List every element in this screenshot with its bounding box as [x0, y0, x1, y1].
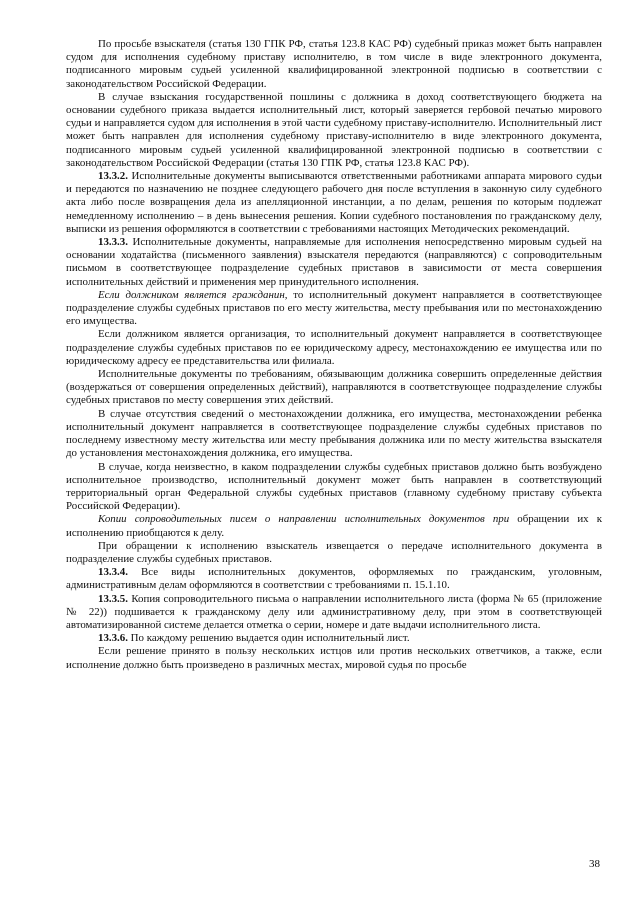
paragraph	[66, 236, 602, 289]
paragraph	[66, 632, 602, 645]
paragraph-text: Исполнительные документы выписываются ответственными работниками аппарата мирового судьи и передаются по назначению не позднее следующего рабочего дня после вступления в законную силу судебного акта либо после возвращения дела из апелляционной инстанции, а по делам, решения по которым подлежат немедленному исполнению – в день вынесения решения. Копии судебного постановления по гражданскому делу, выписки из решения оформляются в соответствии с требованиями настоящих Методических рекомендаций.	[66, 170, 602, 235]
paragraph-text: обращении их к исполнению приобщаются к делу.	[66, 513, 603, 539]
section-number: 13.3.4.	[98, 566, 128, 579]
paragraph-text: Исполнительные документы по требованиям, обязывающим должника совершить определенные действия (воздержаться от совершения определенных действий), направляются в соответствующее подразделение службы судебных приставов по месту совершения этих действий.	[66, 368, 602, 407]
paragraph	[66, 170, 602, 236]
italic-text: Если должником является гражданин,	[98, 288, 288, 301]
paragraph-text: В случае взыскания государственной пошлины с должника в доход соответствующего бюджета на основании судебного приказа выдается исполнительный лист, который заверяется гербовой печатью мирового судьи и направляется судом для исполнения в этой части судебному приставу-исполнителю. Исполнительный лист может быть направлен для исполнения судебному приставу-исполнителю в виде электронного документа, подписанного мировым судьей усиленной квалифицированной электронной подписью в соответствии с законодательством Российской Федерации (статья 130 ГПК РФ, статья 123.8 КАС РФ).	[66, 90, 602, 169]
paragraph	[66, 91, 602, 170]
paragraph	[66, 513, 602, 539]
paragraph-text: По каждому решению выдается один исполнительный лист.	[127, 632, 410, 645]
paragraph-text: Исполнительные документы, направляемые для исполнения непосредственно мировым судьей на основании ходатайства (письменного заявления) взыскателя передаются (направляются) с сопроводительным письмом в соответствующее подразделение судебных приставов в зависимости от места совершения исполнительных действий и применения мер принудительного исполнения.	[66, 236, 602, 288]
paragraph-text: В случае отсутствия сведений о местонахождении должника, его имущества, местонахождении ребенка исполнительный документ направляется в соответствующее подразделение службы судебных приставов по последнему известному месту жительства или месту пребывания должника или по месту жительства взыскателя до установления местонахождения должника, его имущества.	[66, 407, 602, 460]
paragraph	[66, 566, 602, 592]
paragraph	[66, 540, 602, 566]
section-number: 13.3.2.	[98, 170, 128, 183]
section-number: 13.3.5.	[98, 592, 128, 605]
section-number: 13.3.3.	[98, 236, 128, 249]
italic-text: Копии сопроводительных писем о направлении исполнительных документов при	[98, 513, 510, 526]
paragraph-text: Все виды исполнительных документов, оформляемых по гражданским, уголовным, административным делам оформляются в соответствии с требованиями п. 15.1.10.	[66, 566, 602, 592]
paragraph-text: то исполнительный документ направляется в соответствующее подразделение службы судебных приставов по его месту жительства, месту пребывания или по местонахождению его имущества.	[66, 288, 602, 328]
paragraph-text: Если решение принято в пользу нескольких истцов или против нескольких ответчиков, а также, если исполнение должно быть произведено в различных местах, мировой судья по просьбе	[66, 645, 602, 671]
section-number: 13.3.6.	[98, 632, 128, 645]
paragraph	[66, 408, 602, 461]
paragraph	[66, 289, 602, 329]
paragraph	[66, 461, 602, 514]
paragraph-text: По просьбе взыскателя (статья 130 ГПК РФ, статья 123.8 КАС РФ) судебный приказ может быть направлен судом для исполнения судебному приставу исполнителю, в том числе в виде электронного документа, подписанного мировым судьей усиленной квалифицированной электронной подписью в соответствии с законодательством Российской Федерации.	[66, 38, 602, 90]
page-number: 38	[589, 858, 600, 870]
paragraph	[66, 645, 602, 671]
paragraph-text: Если должником является организация, то исполнительный документ направляется в соответствующее подразделение службы судебных приставов по ее юридическому адресу, местонахождению ее имущества или по юридическому адресу ее представительства или филиала.	[66, 328, 602, 367]
paragraph-text: Копия сопроводительного письма о направлении исполнительного листа (форма № 65 (приложение № 22)) подшивается к гражданскому делу или административному делу, при этом в соответствующей автоматизированной системе делается отметка о серии, номере и дате выдачи исполнительного листа.	[66, 592, 602, 631]
paragraph-text: При обращении к исполнению взыскатель извещается о передаче исполнительного документа в подразделение службы судебных приставов.	[66, 539, 602, 565]
paragraph-text: В случае, когда неизвестно, в каком подразделении службы судебных приставов должно быть возбуждено исполнительное производство, исполнительный документ может быть направлен в соответствующий территориальный орган Федеральной службы судебных приставов (главному судебному приставу субъекта Российской Федерации).	[66, 460, 602, 513]
paragraph	[66, 38, 602, 91]
body-text	[66, 38, 602, 672]
paragraph	[66, 593, 602, 633]
paragraph	[66, 328, 602, 368]
paragraph	[66, 368, 602, 408]
